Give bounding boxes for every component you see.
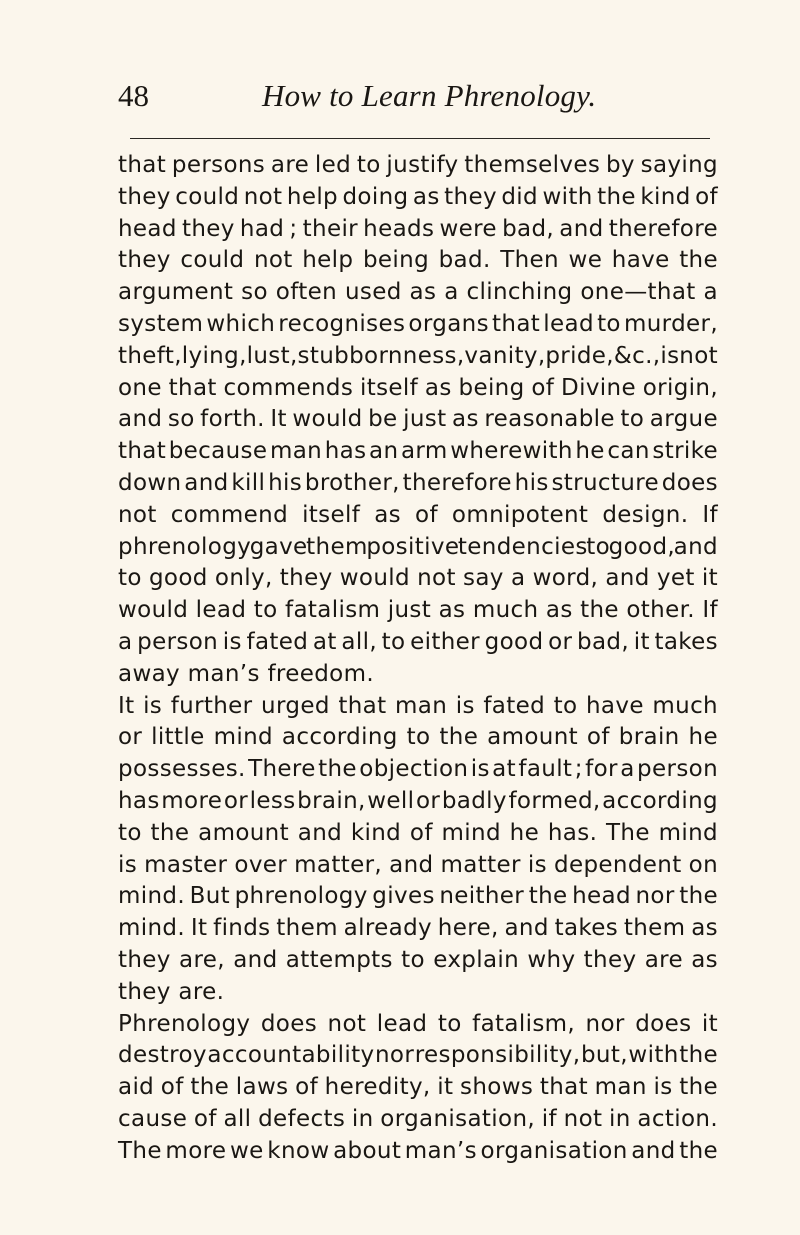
text-line: The more we know about man’s organisation and the — [118, 1137, 718, 1164]
text-line: one that commends itself as being of Divine origin, — [118, 374, 718, 401]
text-line: is master over matter, and matter is dependent on — [118, 851, 718, 878]
text-line: would lead to fatalism just as much as the other. If — [118, 597, 718, 624]
text-line: system which recognises organs that lead to murder, — [118, 310, 718, 337]
paragraph-2 — [118, 691, 718, 1009]
paragraph-1 — [118, 150, 718, 691]
text-line: theft, lying, lust, stubbornness, vanity, pride, &c., is not — [118, 342, 718, 369]
text-line: destroy accountability nor responsibility, but, with the — [118, 1042, 718, 1069]
text-line: down and kill his brother, therefore his structure does — [118, 469, 718, 496]
text-line: mind. It finds them already here, and takes them as — [118, 915, 718, 942]
page-number: 48 — [118, 78, 149, 113]
text-line: not commend itself as of omnipotent design. If — [118, 501, 718, 528]
text-line: a person is fated at all, to either good or bad, it takes — [118, 628, 718, 655]
text-line: that because man has an arm wherewith he can strike — [118, 438, 718, 465]
text-line: possesses. There the objection is at fault ; for a person — [118, 756, 718, 783]
text-line: has more or less brain, well or badly formed, according — [118, 787, 718, 814]
text-line: argument so often used as a clinching one—that a — [118, 279, 718, 306]
text-line: they could not help being bad. Then we have the — [118, 247, 718, 274]
paragraph-3 — [118, 1009, 718, 1168]
text-line: that persons are led to justify themselves by saying — [118, 152, 718, 178]
text-line: cause of all defects in organisation, if not in action. — [118, 1105, 718, 1132]
body-text — [118, 150, 718, 1168]
text-line: to the amount and kind of mind he has. The mind — [118, 819, 718, 846]
text-line: they could not help doing as they did with the kind of — [118, 183, 718, 210]
text-line: or little mind according to the amount of brain he — [118, 724, 718, 751]
text-line: away man’s freedom. — [118, 660, 374, 687]
text-line: aid of the laws of heredity, it shows that man is the — [118, 1074, 718, 1101]
text-line: mind. But phrenology gives neither the head nor the — [118, 883, 718, 910]
header-rule — [130, 138, 710, 139]
text-line: phrenology gave them positive tendencies to good, and — [118, 533, 718, 560]
text-line: It is further urged that man is fated to have much — [118, 692, 718, 719]
running-title: How to Learn Phrenology. — [262, 78, 597, 113]
text-line: Phrenology does not lead to fatalism, nor does it — [118, 1010, 718, 1037]
text-line: and so forth. It would be just as reasonable to argue — [118, 406, 718, 433]
text-line: they are. — [118, 978, 225, 1005]
page-header — [118, 76, 708, 124]
text-line: they are, and attempts to explain why they are as — [118, 946, 718, 973]
text-line: to good only, they would not say a word, and yet it — [118, 565, 718, 592]
text-line: head they had ; their heads were bad, and therefore — [118, 215, 718, 242]
